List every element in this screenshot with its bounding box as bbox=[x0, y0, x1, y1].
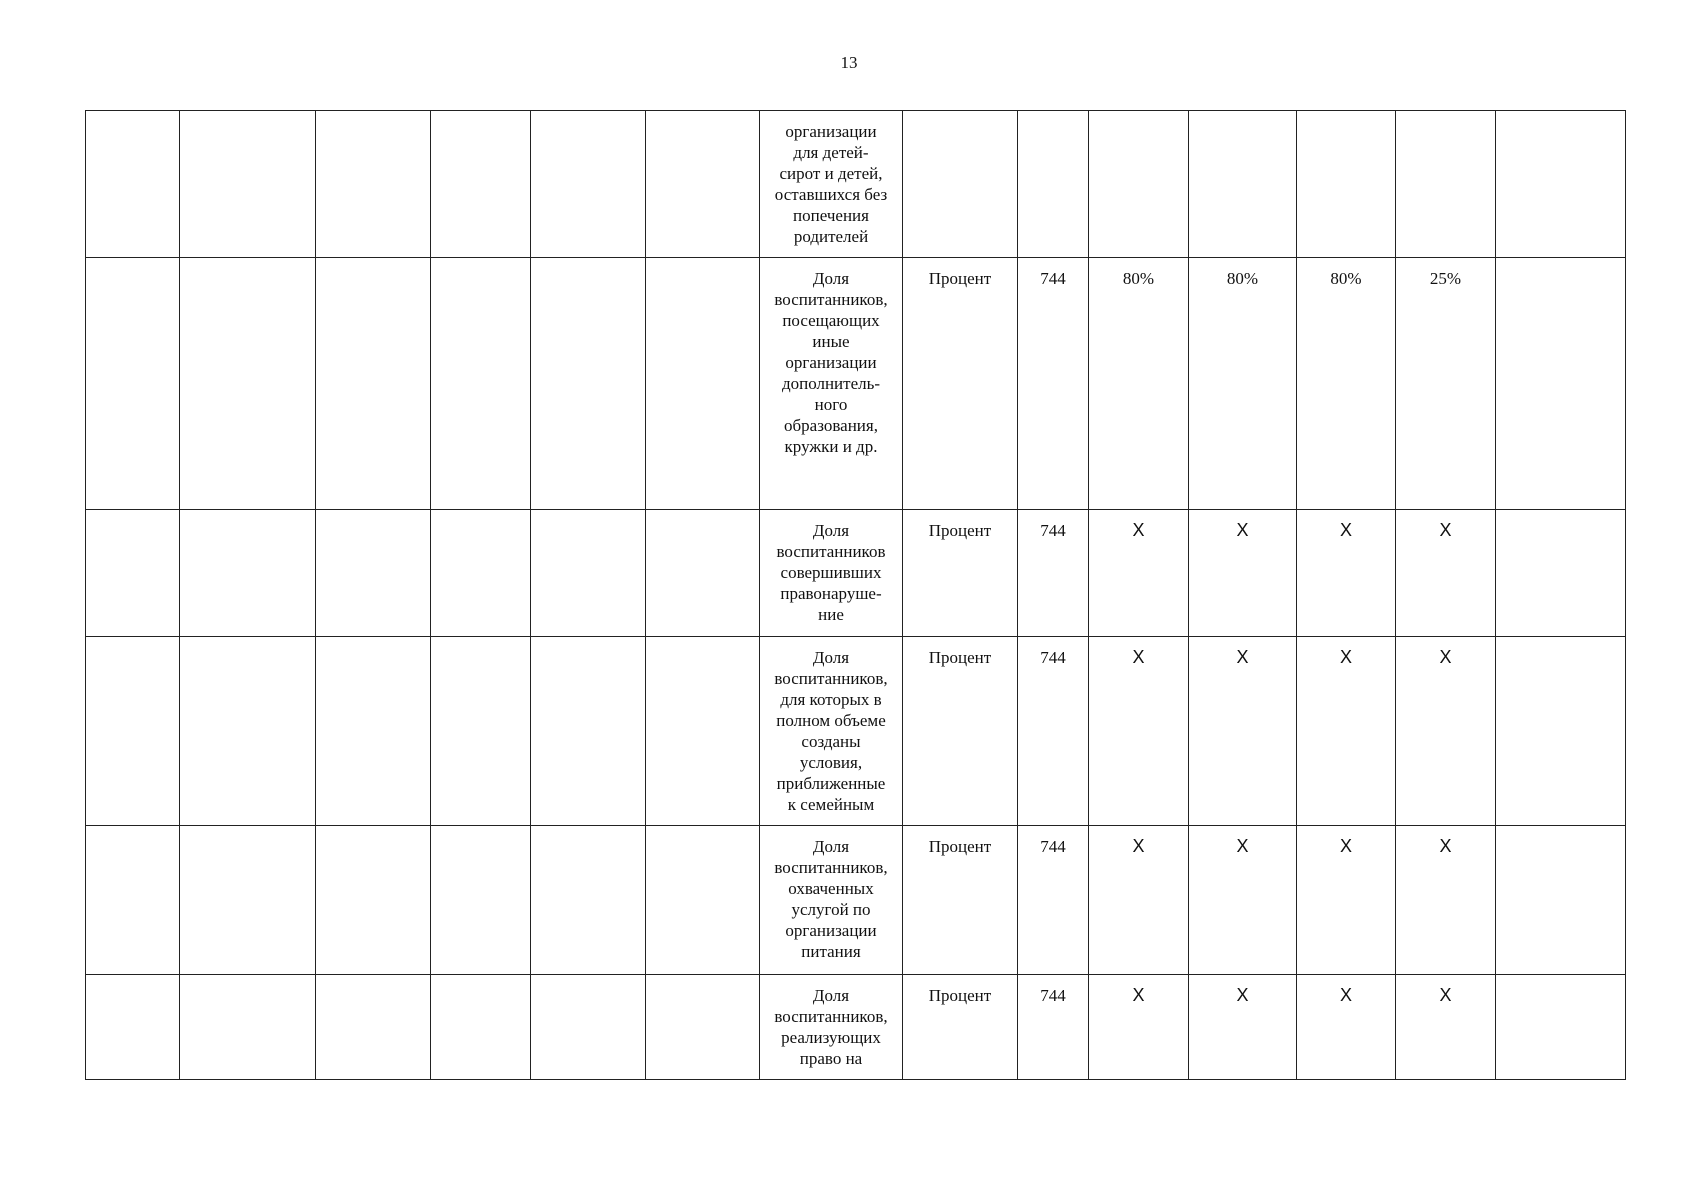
empty-cell bbox=[646, 111, 760, 258]
empty-cell bbox=[531, 510, 646, 637]
value-cell: X bbox=[1297, 826, 1396, 975]
value-cell: X bbox=[1297, 510, 1396, 637]
value-cell: X bbox=[1297, 975, 1396, 1080]
empty-cell bbox=[431, 111, 531, 258]
value-cell: X bbox=[1396, 637, 1496, 826]
okei-code-cell: 744 bbox=[1018, 637, 1089, 826]
value-cell: X bbox=[1189, 510, 1297, 637]
value-cell: X bbox=[1089, 637, 1189, 826]
indicator-name-cell: Доля воспитанников, для которых в полном объеме созданы условия, приближенные к семейным bbox=[760, 637, 903, 826]
table-row bbox=[86, 258, 1626, 510]
empty-cell bbox=[86, 111, 180, 258]
empty-cell bbox=[316, 258, 431, 510]
table-row bbox=[86, 111, 1626, 258]
value-cell: X bbox=[1089, 826, 1189, 975]
empty-cell bbox=[180, 637, 316, 826]
indicator-name-cell: Доля воспитанников, посещающих иные организации дополнитель- ного образования, кружки и др. bbox=[760, 258, 903, 510]
empty-cell bbox=[316, 975, 431, 1080]
value-cell bbox=[1297, 111, 1396, 258]
value-cell: 80% bbox=[1089, 258, 1189, 510]
empty-cell bbox=[531, 111, 646, 258]
empty-cell bbox=[431, 826, 531, 975]
unit-cell bbox=[903, 111, 1018, 258]
empty-cell bbox=[531, 258, 646, 510]
page-number: 13 bbox=[840, 53, 858, 72]
indicator-name-cell: организации для детей- сирот и детей, оставшихся без попечения родителей bbox=[760, 111, 903, 258]
empty-cell bbox=[646, 637, 760, 826]
empty-cell bbox=[431, 258, 531, 510]
value-cell: 25% bbox=[1396, 258, 1496, 510]
value-cell: X bbox=[1189, 975, 1297, 1080]
okei-code-cell: 744 bbox=[1018, 826, 1089, 975]
empty-cell bbox=[1496, 826, 1626, 975]
indicator-table bbox=[85, 110, 1626, 1080]
unit-cell: Процент bbox=[903, 258, 1018, 510]
value-cell bbox=[1089, 111, 1189, 258]
unit-cell: Процент bbox=[903, 510, 1018, 637]
table-row bbox=[86, 510, 1626, 637]
unit-cell: Процент bbox=[903, 826, 1018, 975]
empty-cell bbox=[316, 111, 431, 258]
okei-code-cell: 744 bbox=[1018, 510, 1089, 637]
empty-cell bbox=[1496, 510, 1626, 637]
empty-cell bbox=[431, 510, 531, 637]
empty-cell bbox=[646, 826, 760, 975]
empty-cell bbox=[646, 975, 760, 1080]
indicator-name-cell: Доля воспитанников, реализующих право на bbox=[760, 975, 903, 1080]
value-cell: 80% bbox=[1297, 258, 1396, 510]
empty-cell bbox=[531, 826, 646, 975]
empty-cell bbox=[431, 637, 531, 826]
indicator-name-cell: Доля воспитанников, охваченных услугой по организации питания bbox=[760, 826, 903, 975]
empty-cell bbox=[316, 637, 431, 826]
empty-cell bbox=[431, 975, 531, 1080]
okei-code-cell bbox=[1018, 111, 1089, 258]
empty-cell bbox=[86, 975, 180, 1080]
value-cell bbox=[1396, 111, 1496, 258]
empty-cell bbox=[646, 510, 760, 637]
value-cell: X bbox=[1189, 637, 1297, 826]
unit-cell: Процент bbox=[903, 637, 1018, 826]
empty-cell bbox=[316, 826, 431, 975]
value-cell: X bbox=[1089, 510, 1189, 637]
value-cell bbox=[1189, 111, 1297, 258]
empty-cell bbox=[180, 975, 316, 1080]
empty-cell bbox=[180, 826, 316, 975]
table-row bbox=[86, 826, 1626, 975]
value-cell: X bbox=[1396, 826, 1496, 975]
value-cell: X bbox=[1089, 975, 1189, 1080]
empty-cell bbox=[86, 826, 180, 975]
table-row bbox=[86, 975, 1626, 1080]
okei-code-cell: 744 bbox=[1018, 975, 1089, 1080]
empty-cell bbox=[646, 258, 760, 510]
okei-code-cell: 744 bbox=[1018, 258, 1089, 510]
value-cell: X bbox=[1189, 826, 1297, 975]
indicator-name-cell: Доля воспитанников совершивших правонаруше- ние bbox=[760, 510, 903, 637]
empty-cell bbox=[180, 258, 316, 510]
empty-cell bbox=[1496, 637, 1626, 826]
empty-cell bbox=[86, 258, 180, 510]
value-cell: X bbox=[1396, 975, 1496, 1080]
empty-cell bbox=[180, 510, 316, 637]
table-row bbox=[86, 637, 1626, 826]
empty-cell bbox=[180, 111, 316, 258]
value-cell: 80% bbox=[1189, 258, 1297, 510]
value-cell: X bbox=[1396, 510, 1496, 637]
unit-cell: Процент bbox=[903, 975, 1018, 1080]
empty-cell bbox=[1496, 258, 1626, 510]
empty-cell bbox=[316, 510, 431, 637]
empty-cell bbox=[531, 975, 646, 1080]
empty-cell bbox=[86, 637, 180, 826]
value-cell: X bbox=[1297, 637, 1396, 826]
empty-cell bbox=[531, 637, 646, 826]
empty-cell bbox=[86, 510, 180, 637]
empty-cell bbox=[1496, 111, 1626, 258]
empty-cell bbox=[1496, 975, 1626, 1080]
